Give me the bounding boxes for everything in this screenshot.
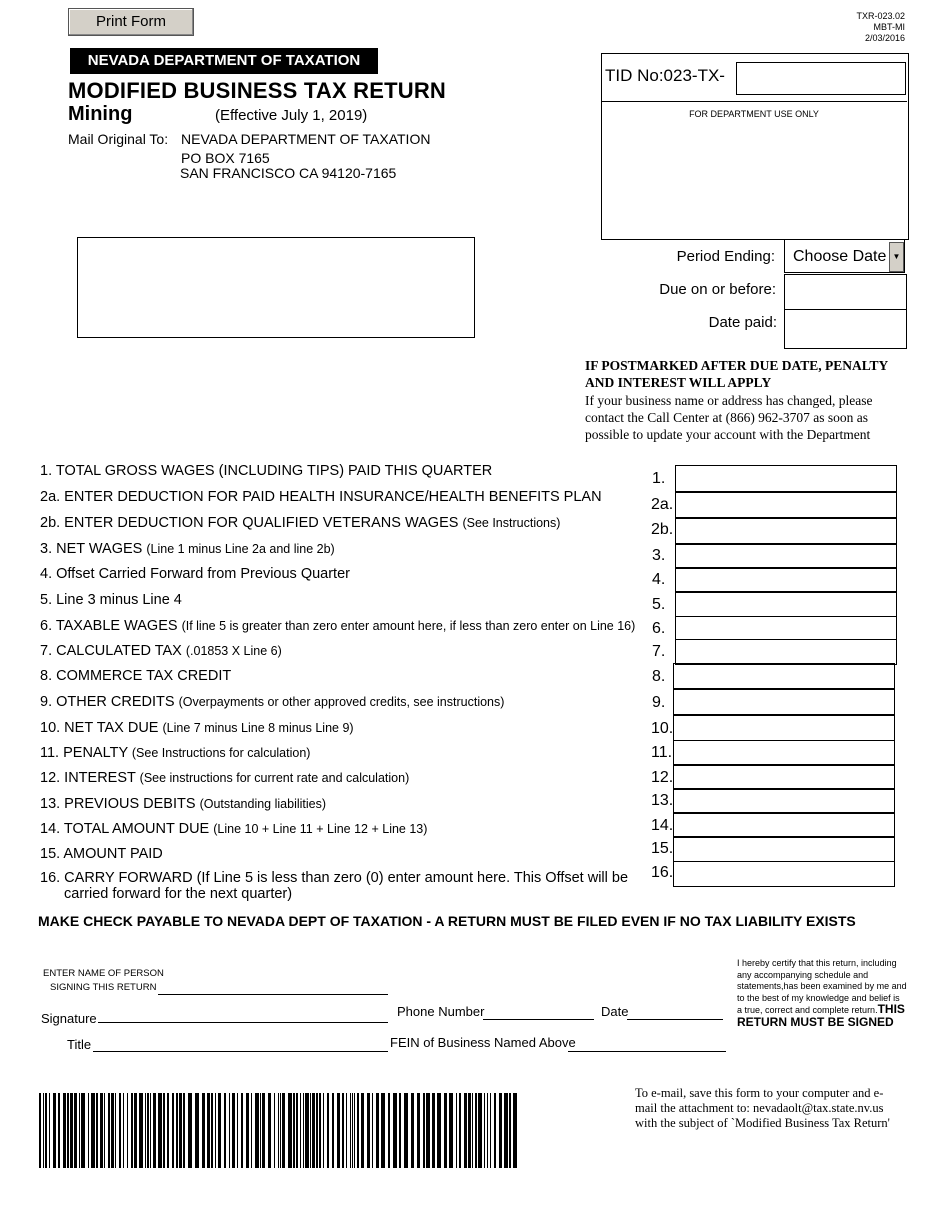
line-label-16 — [40, 846, 163, 862]
line-label-2 — [40, 489, 602, 505]
line-13-amount-field[interactable] — [673, 764, 895, 790]
form-subtitle: Mining — [68, 103, 133, 125]
penalty-notice: IF POSTMARKED AFTER DUE DATE, PENALTY AND INTEREST WILL APPLY — [585, 358, 888, 390]
address-change-notice: If your business name or address has changed, please contact the Call Center at (866) 962-3707 as soon as possible to update your account with the Department — [585, 393, 873, 442]
barcode-bar — [357, 1093, 359, 1168]
line-label-text: 13. PREVIOUS DEBITS — [40, 796, 196, 812]
barcode-bar — [224, 1093, 226, 1168]
line-number: 16. — [651, 864, 674, 881]
phone-label: Phone Number — [397, 1004, 485, 1019]
signature-label: Signature — [41, 1011, 97, 1026]
barcode-bar — [399, 1093, 401, 1168]
line-label-note: (Outstanding liabilities) — [199, 797, 327, 811]
line-label-8 — [40, 643, 282, 659]
line-label-note: (Line 7 minus Line 8 minus Line 9) — [162, 721, 354, 735]
barcode-bar — [70, 1093, 73, 1168]
line-label-1 — [40, 463, 492, 479]
mail-address-line-3: SAN FRANCISCO CA 94120-7165 — [180, 165, 397, 181]
barcode-bar — [179, 1093, 182, 1168]
line-label-continued: carried forward for the next quarter) — [64, 886, 293, 902]
line-11-amount-field[interactable] — [673, 715, 895, 741]
line-number: 7. — [652, 643, 666, 660]
barcode-bar — [268, 1093, 271, 1168]
barcode-bar — [88, 1093, 89, 1168]
barcode-bar — [484, 1093, 485, 1168]
barcode-bar — [305, 1093, 309, 1168]
barcode-bar — [104, 1093, 105, 1168]
barcode-bar — [100, 1093, 103, 1168]
chevron-down-icon[interactable]: ▼ — [889, 242, 904, 272]
barcode-bar — [293, 1093, 295, 1168]
barcode-bar — [176, 1093, 178, 1168]
barcode-bar — [49, 1093, 50, 1168]
signer-name-field[interactable] — [158, 994, 388, 995]
mail-to-label: Mail Original To: — [68, 131, 169, 147]
form-title: MODIFIED BUSINESS TAX RETURN — [68, 78, 446, 103]
line-9-amount-field[interactable] — [673, 663, 895, 689]
barcode-bar — [232, 1093, 235, 1168]
barcode-bar — [393, 1093, 397, 1168]
check-payable-note: MAKE CHECK PAYABLE TO NEVADA DEPT OF TAXATION - A RETURN MUST BE FILED EVEN IF NO TAX LIABILITY EXISTS — [38, 913, 856, 929]
line-label-text: 5. Line 3 minus Line 4 — [40, 592, 182, 608]
date-paid-field[interactable] — [784, 309, 907, 349]
line-number: 8. — [652, 668, 666, 685]
barcode-bar — [288, 1093, 292, 1168]
barcode-bar — [183, 1093, 185, 1168]
line-label-9 — [40, 668, 231, 684]
barcode-bar — [158, 1093, 162, 1168]
barcode-bar — [312, 1093, 315, 1168]
barcode-bar — [172, 1093, 174, 1168]
date-label: Date — [601, 1004, 629, 1019]
line-number: 6. — [652, 620, 666, 637]
barcode-bar — [499, 1093, 502, 1168]
line-16-amount-field[interactable] — [673, 836, 895, 862]
barcode-bar — [468, 1093, 471, 1168]
barcode-bar — [119, 1093, 121, 1168]
line-10-amount-field[interactable] — [673, 689, 895, 715]
line-label-text: 9. OTHER CREDITS — [40, 694, 175, 710]
line-label-11 — [40, 720, 354, 736]
barcode-bar — [163, 1093, 165, 1168]
line-label-17 — [40, 870, 628, 886]
barcode-bar — [404, 1093, 408, 1168]
barcode-bar — [513, 1093, 517, 1168]
line-label-text: 8. COMMERCE TAX CREDIT — [40, 668, 232, 684]
barcode-bar — [411, 1093, 414, 1168]
barcode-bar — [367, 1093, 370, 1168]
line-number: 13. — [651, 792, 674, 809]
barcode-bar — [332, 1093, 334, 1168]
barcode-bar — [337, 1093, 340, 1168]
barcode-bar — [188, 1093, 192, 1168]
barcode-bar — [39, 1093, 41, 1168]
barcode — [39, 1093, 517, 1168]
line-number: 4. — [652, 571, 666, 588]
form-code — [856, 11, 905, 44]
barcode-bar — [376, 1093, 379, 1168]
barcode-bar — [108, 1093, 110, 1168]
barcode-bar — [300, 1093, 301, 1168]
barcode-bar — [237, 1093, 238, 1168]
barcode-bar — [150, 1093, 151, 1168]
barcode-bar — [195, 1093, 199, 1168]
line-number: 2a. — [651, 496, 674, 513]
line-number: 9. — [652, 694, 666, 711]
line-3-amount-field[interactable] — [675, 517, 897, 545]
barcode-bar — [153, 1093, 156, 1168]
line-number: 11. — [651, 744, 673, 761]
barcode-bar — [127, 1093, 128, 1168]
department-use-label: FOR DEPARTMENT USE ONLY — [689, 109, 819, 119]
barcode-bar — [323, 1093, 324, 1168]
barcode-bar — [381, 1093, 385, 1168]
barcode-bar — [211, 1093, 213, 1168]
line-17-amount-field[interactable] — [673, 861, 895, 887]
mail-address-line-2: PO BOX 7165 — [181, 150, 270, 166]
date-paid-label: Date paid: — [708, 314, 777, 331]
barcode-bar — [241, 1093, 243, 1168]
line-label-6 — [40, 592, 182, 608]
period-ending-label: Period Ending: — [676, 248, 775, 265]
line-14-amount-field[interactable] — [673, 788, 895, 814]
line-12-amount-field[interactable] — [673, 740, 895, 766]
line-label-note: (Line 10 + Line 11 + Line 12 + Line 13) — [213, 822, 428, 836]
barcode-bar — [490, 1093, 491, 1168]
barcode-bar — [426, 1093, 430, 1168]
line-label-text: 6. TAXABLE WAGES — [40, 618, 178, 634]
barcode-bar — [96, 1093, 98, 1168]
line-number: 10. — [651, 720, 674, 737]
barcode-bar — [475, 1093, 477, 1168]
barcode-bar — [459, 1093, 461, 1168]
barcode-bar — [167, 1093, 169, 1168]
barcode-bar — [67, 1093, 69, 1168]
barcode-bar — [262, 1093, 265, 1168]
barcode-bar — [444, 1093, 447, 1168]
line-1-amount-field[interactable] — [675, 465, 897, 493]
barcode-bar — [464, 1093, 467, 1168]
print-form-button[interactable]: Print Form — [68, 8, 194, 36]
barcode-bar — [145, 1093, 146, 1168]
line-label-note: (See instructions for current rate and calculation) — [139, 771, 410, 785]
line-label-15 — [40, 821, 427, 837]
phone-field[interactable] — [483, 1019, 594, 1020]
barcode-bar — [215, 1093, 216, 1168]
barcode-bar — [319, 1093, 321, 1168]
line-label-text: 1. TOTAL GROSS WAGES (INCLUDING TIPS) PAID THIS QUARTER — [40, 463, 493, 479]
barcode-bar — [45, 1093, 47, 1168]
must-sign-note: THIS RETURN MUST BE SIGNED — [737, 1002, 905, 1029]
barcode-bar — [43, 1093, 44, 1168]
department-banner: NEVADA DEPARTMENT OF TAXATION — [70, 48, 378, 74]
line-6-amount-field[interactable] — [675, 591, 897, 617]
fein-label: FEIN of Business Named Above — [390, 1035, 576, 1050]
barcode-bar — [423, 1093, 425, 1168]
form-code-number: TXR-023.02 — [856, 11, 905, 21]
effective-date: (Effective July 1, 2019) — [215, 107, 368, 124]
line-label-text: 12. INTEREST — [40, 770, 136, 786]
barcode-bar — [456, 1093, 457, 1168]
line-label-text: 11. PENALTY — [40, 745, 128, 761]
line-number: 1. — [652, 470, 666, 487]
barcode-bar — [437, 1093, 441, 1168]
line-label-text: 15. AMOUNT PAID — [40, 846, 163, 862]
date-field[interactable] — [627, 1019, 723, 1020]
line-number: 14. — [651, 817, 674, 834]
line-label-12 — [40, 745, 310, 761]
line-label-7 — [40, 618, 635, 634]
barcode-bar — [278, 1093, 279, 1168]
line-number: 3. — [652, 547, 666, 564]
barcode-bar — [251, 1093, 252, 1168]
barcode-bar — [282, 1093, 285, 1168]
line-label-13 — [40, 770, 409, 786]
barcode-bar — [131, 1093, 133, 1168]
barcode-bar — [74, 1093, 77, 1168]
line-8-amount-field[interactable] — [675, 639, 897, 665]
tid-input[interactable] — [736, 62, 906, 95]
barcode-bar — [372, 1093, 373, 1168]
barcode-bar — [352, 1093, 353, 1168]
barcode-bar — [229, 1093, 230, 1168]
barcode-bar — [134, 1093, 137, 1168]
barcode-bar — [472, 1093, 473, 1168]
taxpayer-name-address-box[interactable] — [77, 237, 475, 338]
line-2-amount-field[interactable] — [675, 491, 897, 519]
line-label-text: 4. Offset Carried Forward from Previous Quarter — [40, 566, 350, 582]
line-label-text: 2b. ENTER DEDUCTION FOR QUALIFIED VETERANS WAGES — [40, 515, 459, 531]
certification-statement — [737, 958, 907, 1029]
line-label-4 — [40, 541, 335, 557]
barcode-bar — [58, 1093, 60, 1168]
email-instructions: To e-mail, save this form to your computer and e-mail the attachment to: nevadaolt@tax.state.nv.us with the subject of `Modified Business Tax Return' — [635, 1086, 890, 1130]
line-label-note: (See Instructions) — [462, 516, 561, 530]
line-label-text: 7. CALCULATED TAX — [40, 643, 182, 659]
barcode-bar — [147, 1093, 149, 1168]
line-label-text: 14. TOTAL AMOUNT DUE — [40, 821, 210, 837]
barcode-bar — [432, 1093, 435, 1168]
barcode-bar — [504, 1093, 508, 1168]
line-label-note: (See Instructions for calculation) — [131, 746, 311, 760]
mail-address-line-1: NEVADA DEPARTMENT OF TAXATION — [181, 131, 431, 147]
line-label-text: 2a. ENTER DEDUCTION FOR PAID HEALTH INSURANCE/HEALTH BENEFITS PLAN — [40, 489, 602, 505]
line-label-14 — [40, 796, 326, 812]
barcode-bar — [202, 1093, 205, 1168]
line-4-amount-field[interactable] — [675, 543, 897, 569]
line-label-text: 16. CARRY FORWARD (If Line 5 is less than zero (0) enter amount here. This Offset will be — [40, 870, 629, 886]
line-number: 15. — [651, 840, 674, 857]
barcode-bar — [303, 1093, 304, 1168]
title-field[interactable] — [93, 1051, 388, 1052]
barcode-bar — [53, 1093, 56, 1168]
form-code-type: MBT-MI — [873, 22, 905, 32]
fein-field[interactable] — [568, 1051, 726, 1052]
barcode-bar — [218, 1093, 221, 1168]
barcode-bar — [255, 1093, 259, 1168]
barcode-bar — [354, 1093, 355, 1168]
barcode-bar — [509, 1093, 511, 1168]
barcode-bar — [327, 1093, 329, 1168]
line-7-amount-field[interactable] — [675, 616, 897, 640]
signer-name-label-2: SIGNING THIS RETURN — [50, 982, 157, 993]
title-label: Title — [67, 1037, 92, 1052]
line-label-5 — [40, 566, 350, 582]
barcode-bar — [449, 1093, 453, 1168]
line-number: 2b. — [651, 521, 674, 538]
tid-label: TID No:023-TX- — [605, 66, 725, 85]
line-label-note: (If line 5 is greater than zero enter amount here, if less than zero enter on Line 16) — [181, 619, 636, 633]
barcode-bar — [274, 1093, 275, 1168]
barcode-bar — [123, 1093, 124, 1168]
barcode-bar — [246, 1093, 249, 1168]
period-ending-select[interactable]: Choose Date — [784, 239, 905, 273]
line-number: 5. — [652, 596, 666, 613]
barcode-bar — [91, 1093, 95, 1168]
barcode-bar — [260, 1093, 261, 1168]
line-label-text: 3. NET WAGES — [40, 541, 143, 557]
form-code-date: 2/03/2016 — [864, 33, 905, 43]
signature-field[interactable] — [98, 1022, 388, 1023]
barcode-bar — [361, 1093, 364, 1168]
line-label-note: (Line 1 minus Line 2a and line 2b) — [146, 542, 335, 556]
barcode-bar — [63, 1093, 66, 1168]
barcode-bar — [342, 1093, 344, 1168]
due-date-field[interactable] — [784, 274, 907, 310]
barcode-bar — [207, 1093, 210, 1168]
line-label-note: (Overpayments or other approved credits, see instructions) — [178, 695, 505, 709]
line-15-amount-field[interactable] — [673, 812, 895, 838]
certification-text: I hereby certify that this return, including any accompanying schedule and statements,has been examined by me and to the best of my knowledge and belief is a true, correct and complete return. — [737, 958, 907, 1015]
barcode-bar — [310, 1093, 311, 1168]
signer-name-label-1: ENTER NAME OF PERSON — [43, 968, 164, 979]
due-date-label: Due on or before: — [659, 281, 776, 298]
barcode-bar — [296, 1093, 298, 1168]
barcode-bar — [388, 1093, 390, 1168]
line-number: 12. — [651, 769, 674, 786]
barcode-bar — [139, 1093, 143, 1168]
barcode-bar — [350, 1093, 351, 1168]
barcode-bar — [81, 1093, 85, 1168]
line-label-10 — [40, 694, 504, 710]
barcode-bar — [316, 1093, 318, 1168]
line-label-3 — [40, 515, 560, 531]
line-5-amount-field[interactable] — [675, 567, 897, 593]
line-label-text: 10. NET TAX DUE — [40, 720, 159, 736]
barcode-bar — [111, 1093, 114, 1168]
barcode-bar — [494, 1093, 496, 1168]
barcode-bar — [487, 1093, 488, 1168]
barcode-bar — [346, 1093, 347, 1168]
line-label-note: (.01853 X Line 6) — [185, 644, 282, 658]
barcode-bar — [115, 1093, 116, 1168]
barcode-bar — [417, 1093, 420, 1168]
barcode-bar — [79, 1093, 80, 1168]
barcode-bar — [280, 1093, 281, 1168]
barcode-bar — [478, 1093, 482, 1168]
